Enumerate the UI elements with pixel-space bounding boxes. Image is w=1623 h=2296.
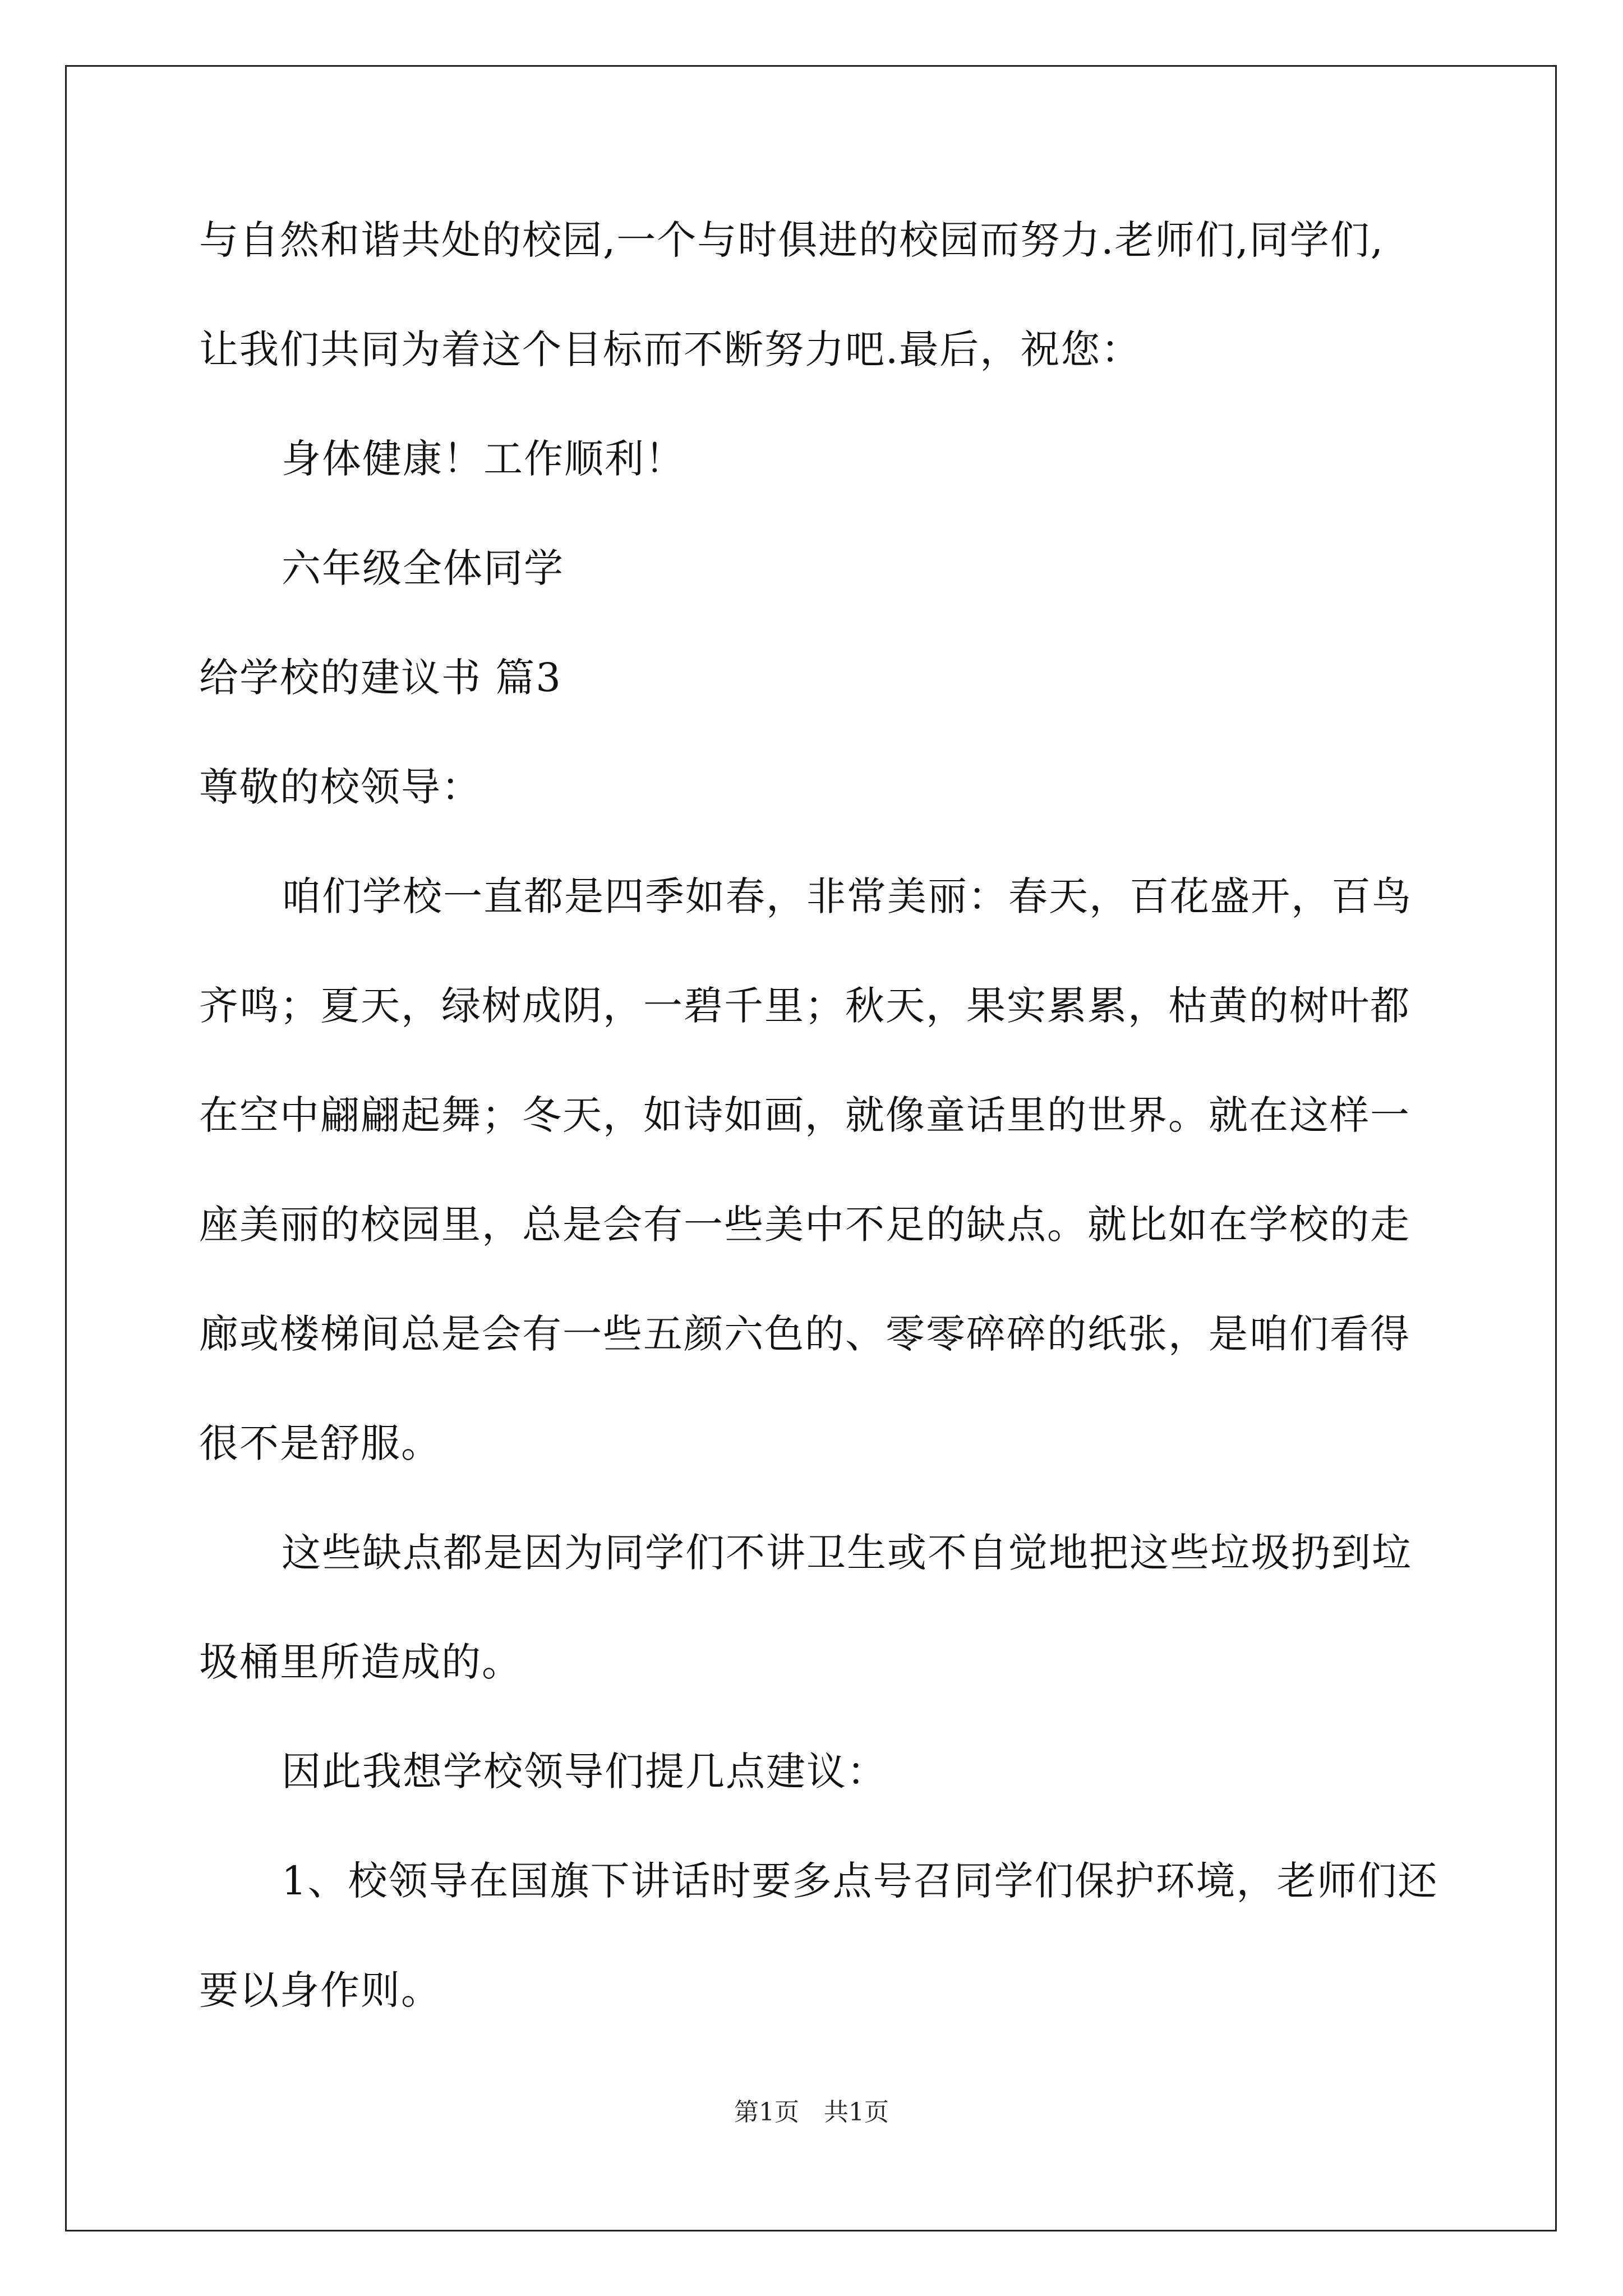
text-line: 六年级全体同学 (282, 545, 564, 591)
text-line: 很不是舒服。 (199, 1420, 441, 1466)
text-line: 咱们学校一直都是四季如春，非常美丽：春天，百花盛开，百鸟 (282, 873, 1412, 919)
text-line: 在空中翩翩起舞；冬天，如诗如画，就像童话里的世界。就在这样一 (199, 1092, 1410, 1138)
text-line: 身体健康！工作顺利！ (282, 436, 685, 482)
section-heading: 给学校的建议书 篇3 (199, 655, 562, 701)
text-line: 让我们共同为着这个目标而不断努力吧.最后，祝您： (199, 326, 1142, 372)
text-line: 这些缺点都是因为同学们不讲卫生或不自觉地把这些垃圾扔到垃 (282, 1530, 1412, 1576)
page-border (65, 65, 1557, 2231)
text-line: 要以身作则。 (199, 1967, 441, 2013)
page-footer: 第1页 共1页 (734, 2098, 889, 2127)
text-line: 座美丽的校园里，总是会有一些美中不足的缺点。就比如在学校的走 (199, 1202, 1410, 1248)
text-line: 圾桶里所造成的。 (199, 1639, 522, 1685)
text-line: 齐鸣；夏天，绿树成阴，一碧千里；秋天，果实累累，枯黄的树叶都 (199, 983, 1410, 1029)
text-line: 与自然和谐共处的校园,一个与时俱进的校园而努力.老师们,同学们, (199, 217, 1385, 263)
text-line: 廊或楼梯间总是会有一些五颜六色的、零零碎碎的纸张，是咱们看得 (199, 1311, 1410, 1357)
text-line: 1、校领导在国旗下讲话时要多点号召同学们保护环境，老师们还 (282, 1858, 1438, 1904)
salutation: 尊敬的校领导： (199, 764, 482, 810)
text-line: 因此我想学校领导们提几点建议： (282, 1749, 887, 1795)
